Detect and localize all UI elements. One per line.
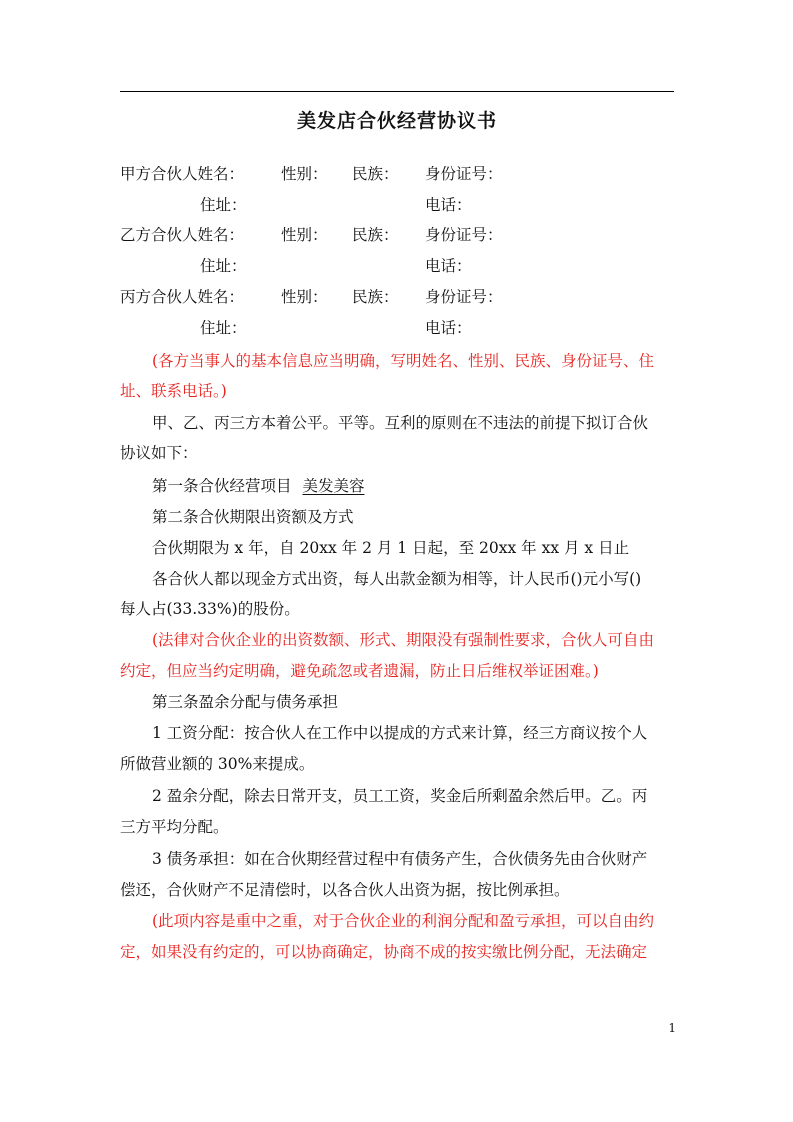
- party-a-gender-label: 性别：: [281, 165, 328, 183]
- page-number: 1: [668, 1021, 676, 1035]
- intro-line-2: 协议如下：: [120, 444, 198, 462]
- party-b-ethnicity-label: 民族：: [352, 226, 399, 244]
- note-party-info-line-1: (各方当事人的基本信息应当明确，写明姓名、性别、民族、身份证号、住: [152, 352, 655, 370]
- party-a-name-label: 甲方合伙人姓名：: [120, 165, 245, 183]
- party-b-gender-label: 性别：: [281, 226, 328, 244]
- article-3-item-2-line-2: 三方平均分配。: [120, 818, 229, 836]
- article-1-label: 第一条合伙经营项目: [152, 477, 292, 495]
- article-3-heading: 第三条盈余分配与债务承担: [152, 693, 339, 711]
- intro-line-1: 甲、乙、丙三方本着公平。平等。互利的原则在不违法的前提下拟订合伙: [152, 414, 649, 432]
- article-1-value: 美发美容: [302, 477, 365, 495]
- article-2-contribution-line-2: 每人占(33.33%)的股份。: [120, 600, 300, 618]
- party-b-address-label: 住址：: [200, 257, 247, 275]
- party-b-id-label: 身份证号：: [425, 226, 503, 244]
- article-3-item-3-line-1: 3 债务承担：如在合伙期经营过程中有债务产生，合伙债务先由合伙财产: [152, 850, 648, 868]
- note-contribution-line-1: (法律对合伙企业的出资数额、形式、期限没有强制性要求，合伙人可自由: [152, 631, 655, 649]
- party-b-phone-label: 电话：: [425, 257, 472, 275]
- note-profit-line-1: (此项内容是重中之重，对于合伙企业的利润分配和盈亏承担，可以自由约: [152, 912, 655, 930]
- article-3-item-1-line-2: 所做营业额的 30%来提成。: [120, 755, 315, 773]
- article-3-item-1-line-1: 1 工资分配：按合伙人在工作中以提成的方式来计算，经三方商议按个人: [152, 724, 648, 742]
- party-b-name-label: 乙方合伙人姓名：: [120, 226, 245, 244]
- party-c-ethnicity-label: 民族：: [352, 288, 399, 306]
- party-c-id-label: 身份证号：: [425, 288, 503, 306]
- party-a-id-label: 身份证号：: [425, 165, 503, 183]
- article-2-contribution-line-1: 各合伙人都以现金方式出资，每人出款金额为相等，计人民币()元小写(): [152, 570, 642, 588]
- article-1-heading: [152, 476, 364, 496]
- party-a-address-label: 住址：: [200, 196, 247, 214]
- party-c-name-label: 丙方合伙人姓名：: [120, 288, 245, 306]
- note-contribution-line-2: 约定，但应当约定明确，避免疏忽或者遗漏，防止日后维权举证困难。): [120, 662, 599, 680]
- note-profit-line-2: 定，如果没有约定的，可以协商确定，协商不成的按实缴比例分配，无法确定: [120, 943, 648, 961]
- article-3-item-3-line-2: 偿还，合伙财产不足清偿时，以各合伙人出资为据，按比例承担。: [120, 881, 570, 899]
- document-title: 美发店合伙经营协议书: [296, 110, 497, 132]
- article-2-heading: 第二条合伙期限出资额及方式: [152, 508, 354, 526]
- party-c-address-label: 住址：: [200, 319, 247, 337]
- header-rule: [120, 91, 674, 92]
- party-c-phone-label: 电话：: [425, 319, 472, 337]
- article-2-term: 合伙期限为 x 年，自 20xx 年 2 月 1 日起，至 20xx 年 xx 月 x 日止: [152, 539, 630, 557]
- party-a-phone-label: 电话：: [425, 196, 472, 214]
- article-3-item-2-line-1: 2 盈余分配，除去日常开支，员工工资，奖金后所剩盈余然后甲。乙。丙: [152, 787, 648, 805]
- party-c-gender-label: 性别：: [281, 288, 328, 306]
- note-party-info-line-2: 址、联系电话。): [120, 382, 227, 400]
- party-a-ethnicity-label: 民族：: [352, 165, 399, 183]
